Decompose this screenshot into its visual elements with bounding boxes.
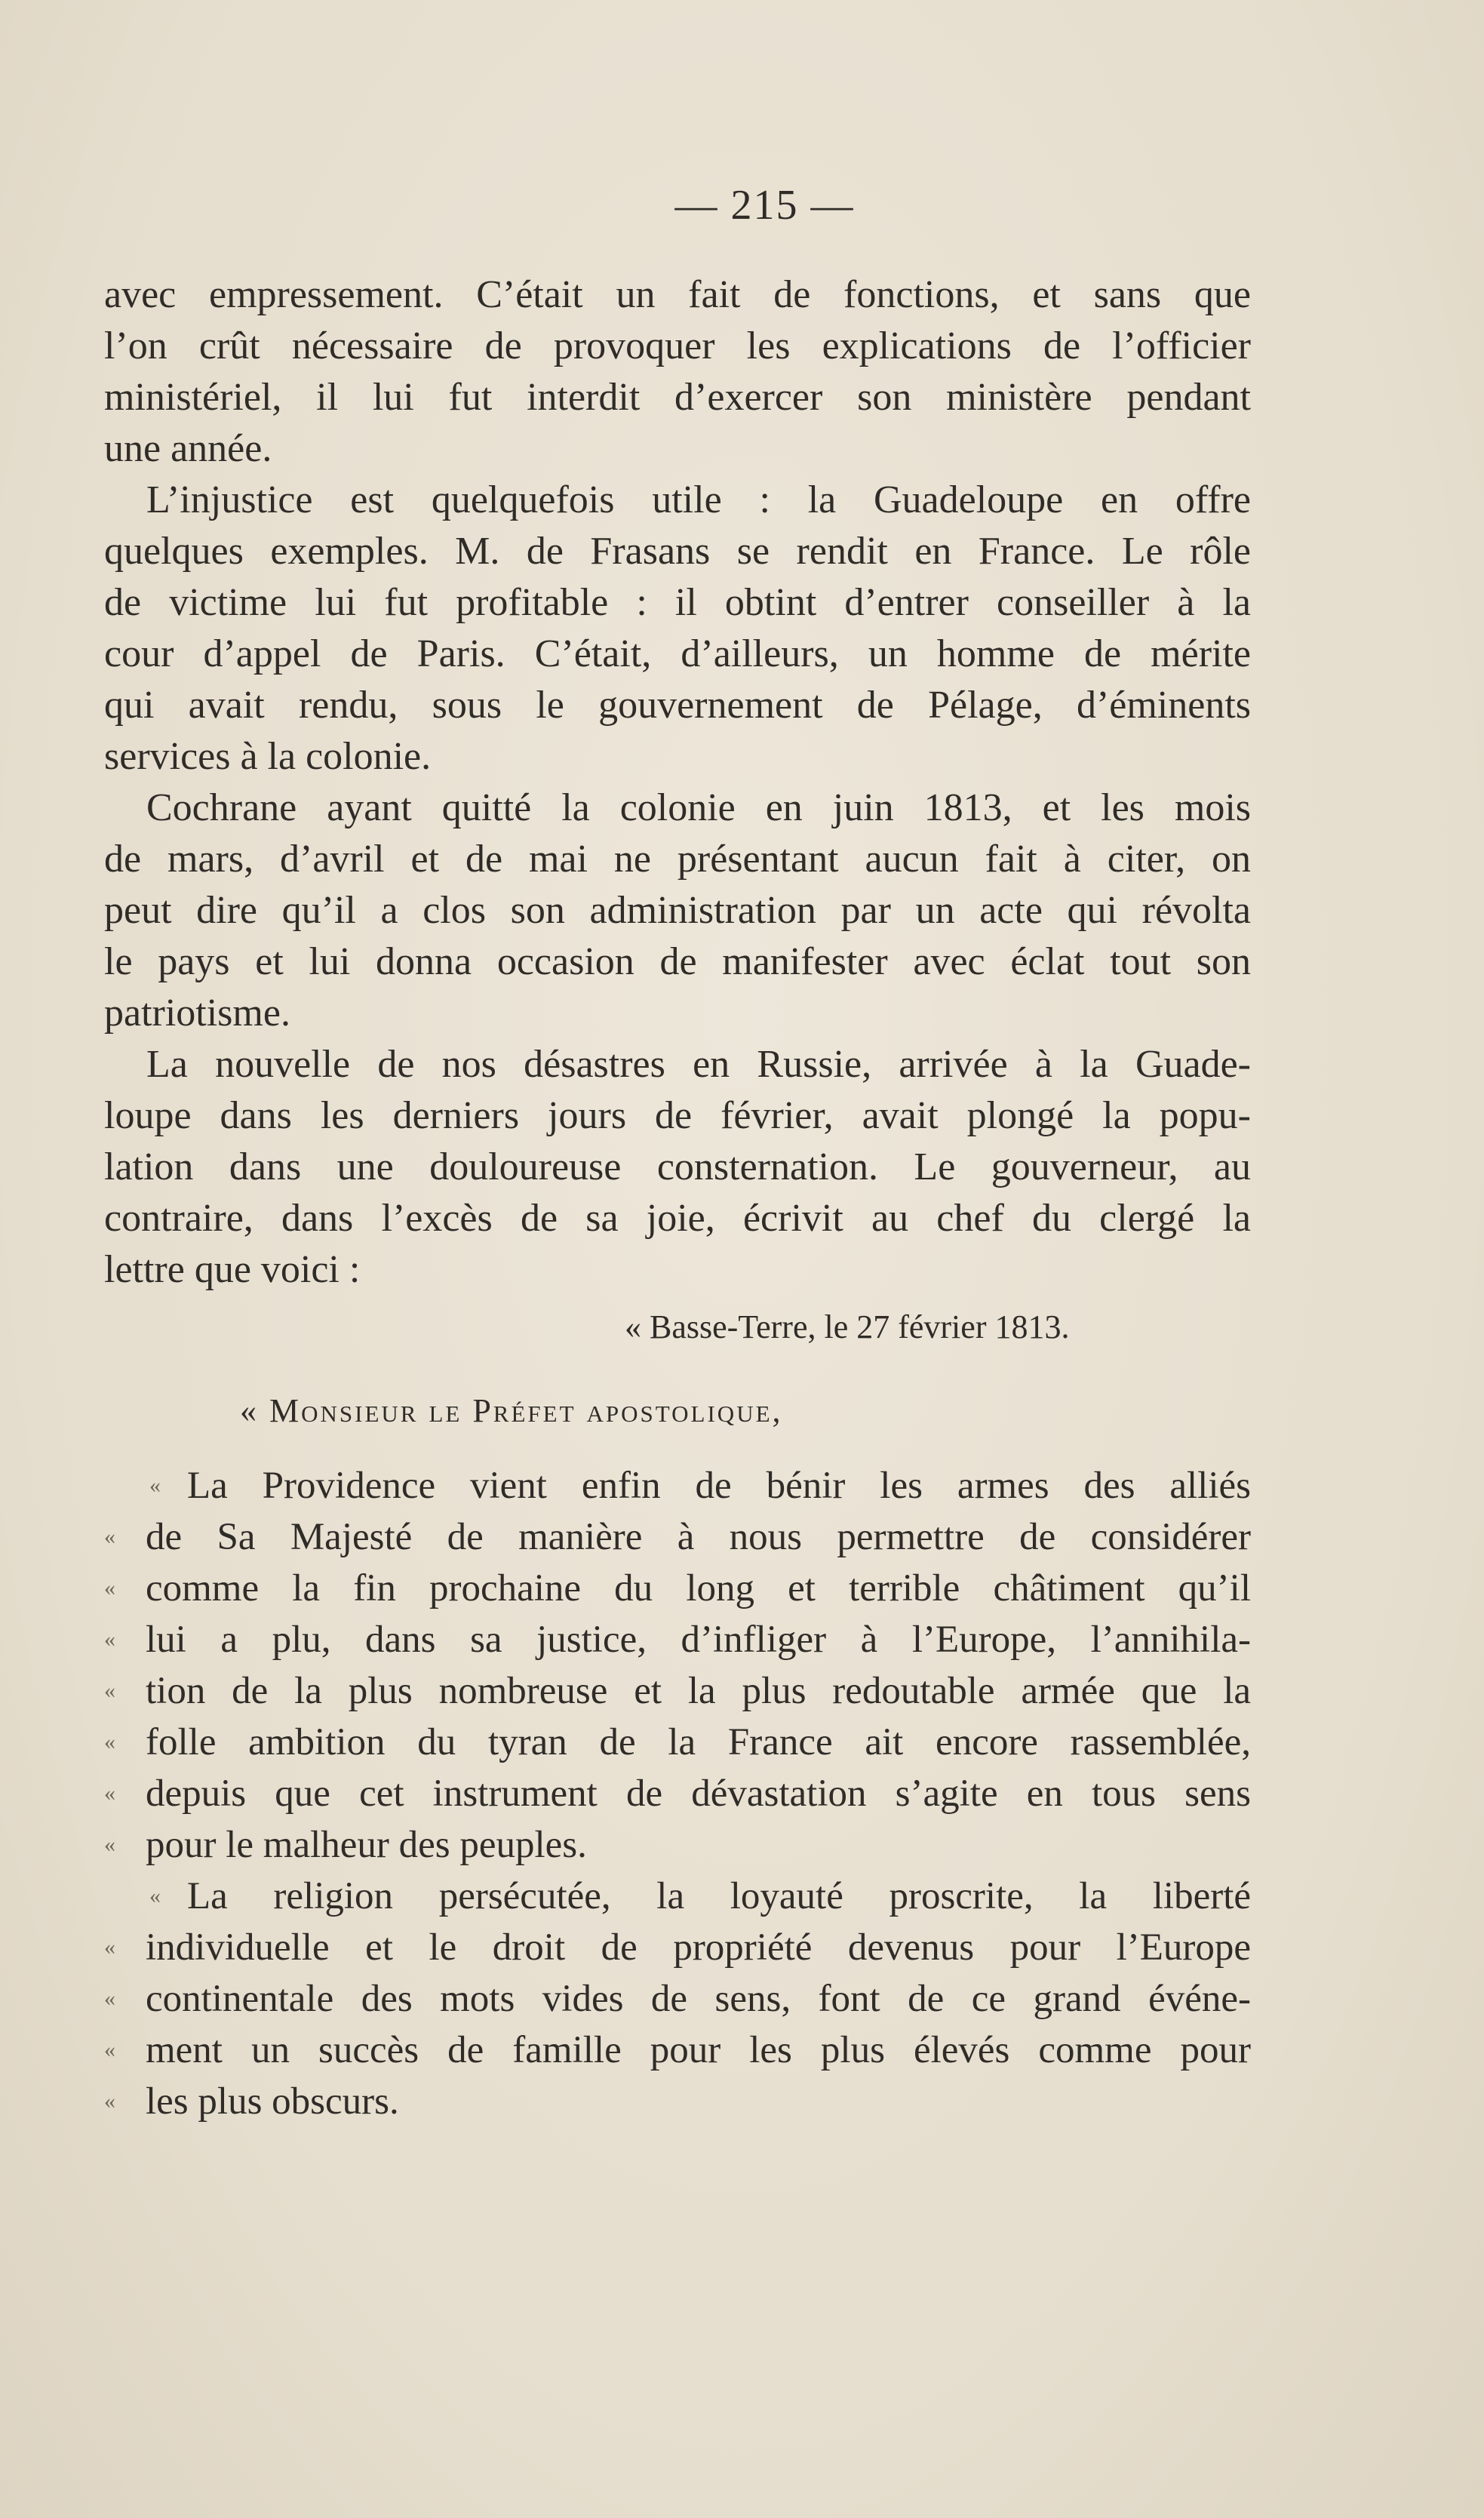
quote-line <box>104 1768 1251 1819</box>
quote-line <box>104 1922 1251 1973</box>
letter-dateline: « Basse-Terre, le 27 février 1813. <box>625 1308 1070 1345</box>
text-line: peut dire qu’il a clos son administration par un acte qui révolta <box>104 889 1251 932</box>
quote-mark: « <box>149 1473 161 1498</box>
quote-mark: « <box>104 1729 115 1754</box>
quote-line <box>104 1665 1251 1717</box>
text-line: de victime lui fut profitable : il obtint d’entrer conseiller à la <box>104 581 1251 624</box>
quote-line <box>104 1614 1251 1665</box>
quote-line <box>104 2025 1251 2076</box>
quote-mark: « <box>104 1678 115 1703</box>
quote-text: La Providence vient enfin de bénir les armes des alliés <box>187 1465 1251 1507</box>
quote-text: depuis que cet instrument de dévastation s’agite en tous sens <box>146 1772 1251 1815</box>
page-number-text: — 215 — <box>674 182 855 229</box>
quote-line <box>104 1563 1251 1614</box>
text-line: avec empressement. C’était un fait de fonctions, et sans que <box>104 273 1251 316</box>
quote-mark: « <box>104 1832 115 1857</box>
text-line: cour d’appel de Paris. C’était, d’ailleurs, un homme de mérite <box>104 632 1251 675</box>
text-line: l’on crût nécessaire de provoquer les explications de l’officier <box>104 324 1251 367</box>
quote-text: de Sa Majesté de manière à nous permettre de considérer <box>146 1516 1251 1558</box>
quote-mark: « <box>104 1935 115 1960</box>
page-number <box>0 181 1484 229</box>
quote-text: les plus obscurs. <box>146 2080 399 2123</box>
text-line: contraire, dans l’excès de sa joie, écrivit au chef du clergé la <box>104 1197 1251 1240</box>
quote-text: folle ambition du tyran de la France ait encore rassemblée, <box>146 1721 1251 1763</box>
text-line: services à la colonie. <box>104 735 432 778</box>
quote-line <box>104 1511 1251 1563</box>
text-line: ministériel, il lui fut interdit d’exercer son ministère pendant <box>104 376 1251 419</box>
text-line: patriotisme. <box>104 992 290 1035</box>
letter-salutation: « Monsieur le Préfet apostolique, <box>240 1392 783 1429</box>
quote-mark: « <box>104 1627 115 1652</box>
text-line: Cochrane ayant quitté la colonie en juin 1813, et les mois <box>146 786 1251 829</box>
quote-mark: « <box>104 1524 115 1549</box>
quote-line <box>104 1973 1251 2025</box>
text-line: loupe dans les derniers jours de février, avait plongé la popu- <box>104 1094 1251 1137</box>
text-line: lettre que voici : <box>104 1248 361 1291</box>
text-line: qui avait rendu, sous le gouvernement de Pélage, d’éminents <box>104 684 1251 727</box>
text-line: quelques exemples. M. de Frasans se rendit en France. Le rôle <box>104 530 1251 573</box>
quote-line <box>104 2076 1251 2127</box>
text-line: de mars, d’avril et de mai ne présentant aucun fait à citer, on <box>104 838 1251 881</box>
quote-mark: « <box>104 2037 115 2062</box>
quote-text: pour le malheur des peuples. <box>146 1824 587 1866</box>
quote-mark: « <box>104 1781 115 1806</box>
quote-text: La religion persécutée, la loyauté proscrite, la liberté <box>187 1875 1251 1917</box>
quote-text: individuelle et le droit de propriété devenus pour l’Europe <box>146 1926 1251 1969</box>
text-line: L’injustice est quelquefois utile : la Guadeloupe en offre <box>146 478 1251 521</box>
quote-mark: « <box>104 2089 115 2114</box>
quote-mark: « <box>104 1576 115 1600</box>
text-line: une année. <box>104 427 272 470</box>
text-line: le pays et lui donna occasion de manifester avec éclat tout son <box>104 940 1251 983</box>
text-line: lation dans une douloureuse consternation. Le gouverneur, au <box>104 1145 1251 1188</box>
quote-text: ment un succès de famille pour les plus élevés comme pour <box>146 2029 1251 2071</box>
quote-text: comme la fin prochaine du long et terrible châtiment qu’il <box>146 1567 1251 1609</box>
quote-line <box>104 1871 1251 1922</box>
text-line: La nouvelle de nos désastres en Russie, arrivée à la Guade- <box>146 1043 1251 1086</box>
quote-text: tion de la plus nombreuse et la plus redoutable armée que la <box>146 1670 1251 1712</box>
quote-line <box>104 1460 1251 1511</box>
quote-text: continentale des mots vides de sens, font de ce grand événe- <box>146 1978 1251 2020</box>
quote-line <box>104 1819 1251 1871</box>
body-text <box>104 269 1251 2127</box>
quote-text: lui a plu, dans sa justice, d’infliger à l’Europe, l’annihila- <box>146 1619 1251 1661</box>
quote-line <box>104 1717 1251 1768</box>
quote-mark: « <box>149 1883 161 1908</box>
quote-mark: « <box>104 1986 115 2011</box>
